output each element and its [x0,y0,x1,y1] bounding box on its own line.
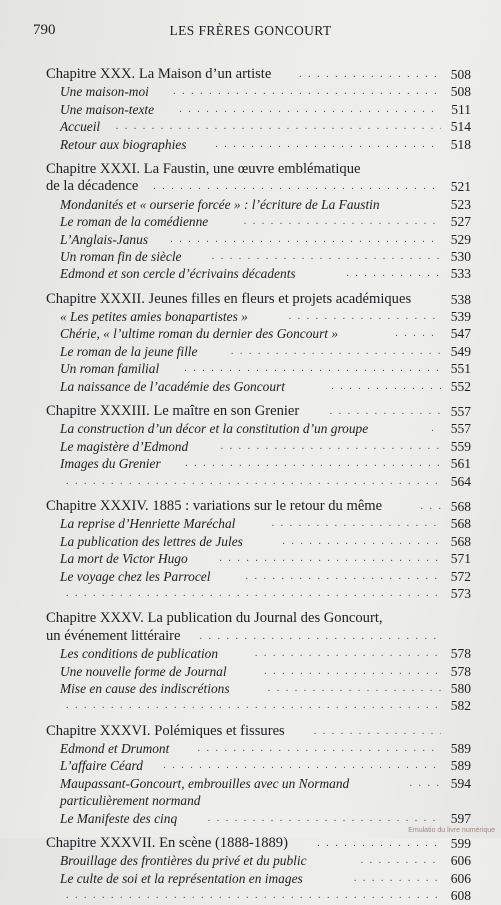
page-ref: 568 [450,516,471,532]
page-ref: 508 [450,67,471,82]
dot-leader [268,680,441,697]
toc-section-row[interactable] [0,645,501,662]
section-title: Le roman de la jeune fille [60,343,198,359]
chapter-gap [0,153,501,161]
toc-section-row[interactable] [0,118,501,135]
dot-leader [66,585,441,602]
toc-section-row[interactable] [0,378,501,395]
section-title: Le culte de soi et la représentation en images [60,870,303,886]
page-ref: 578 [450,663,471,679]
toc-section-row[interactable] [0,101,501,118]
dot-leader [409,775,441,792]
page-ref: 568 [450,498,471,514]
toc-chapter-row[interactable] [0,161,501,178]
section-title: La mort de Victor Hugo [60,551,188,567]
section-title: Mondanités et « ourserie forcée » : l’écriture de La Faustin [60,196,380,212]
toc-chapter-row[interactable] [0,610,501,627]
page-ref: 578 [450,646,471,662]
dot-leader [163,757,441,774]
page-ref: 523 [450,196,471,212]
section-title: L’affaire Céard [60,758,143,774]
dot-leader [361,852,441,869]
page-ref: 508 [450,84,471,100]
dot-leader [208,810,441,827]
toc-section-row[interactable] [0,680,501,697]
toc-chapter-row[interactable] [0,723,501,740]
page-ref: 589 [450,741,471,757]
toc-section-row[interactable] [0,550,501,567]
section-title: Le magistère d’Edmond [60,438,189,454]
dot-leader [255,645,441,662]
section-title: La reprise d’Henriette Maréchal [60,516,236,532]
dot-leader [199,628,441,645]
page-ref: 547 [450,326,471,342]
page-ref: 551 [450,361,471,377]
toc-section-row[interactable] [0,360,501,377]
page-ref: 557 [450,404,471,420]
page-ref: 533 [450,266,471,282]
chapter-gap [0,283,501,291]
toc-section-row[interactable] [0,663,501,680]
chapter-title: de la décadence [46,178,139,195]
toc-section-row[interactable] [0,533,501,550]
dot-leader [116,118,441,135]
dot-leader [66,697,441,714]
page-ref: 530 [450,248,471,264]
section-title: Un roman familial [60,361,160,377]
page-ref: 589 [450,758,471,774]
dot-leader [289,308,441,325]
section-title: La publication des lettres de Jules [60,533,243,549]
section-title: Une nouvelle forme de Journal [60,663,227,679]
toc-section-row[interactable] [0,83,501,100]
section-title: Le voyage chez les Parrocel [60,568,211,584]
toc-section-row[interactable] [0,810,501,827]
chapter-title: Chapitre XXXIV. 1885 : variations sur le retour du même [46,497,383,514]
page-ref: 568 [450,533,471,549]
page-ref: 557 [450,421,471,437]
section-title: Accueil [60,119,101,135]
chapter-gap [0,602,501,610]
page-ref: 529 [450,231,471,247]
dot-leader [231,343,441,360]
dot-leader [215,136,441,153]
toc-section-row[interactable] [0,870,501,887]
page-ref: 599 [450,836,471,852]
toc-section-row[interactable] [0,757,501,774]
page-ref: 538 [450,291,471,307]
toc-chapter-row[interactable] [0,178,501,195]
section-title: L’Anglais-Janus [60,231,149,247]
dot-leader [245,568,441,585]
section-title: Chérie, « l’ultime roman du dernier des Goncourt » [60,326,339,342]
section-title: Une maison-texte [60,101,155,117]
section-title: Le Manifeste des cinq [60,810,178,826]
toc-section-row[interactable] [0,887,501,904]
page-ref: 511 [451,101,471,117]
dot-leader [219,550,441,567]
page-ref: 521 [450,179,471,195]
dot-leader [170,231,441,248]
page-ref: 552 [450,378,471,394]
watermark: Emulatio du livre numérique [408,827,495,834]
dot-leader [153,178,441,195]
chapter-title: Chapitre XXXIII. Le maître en son Grenier [46,403,300,420]
toc-section-row[interactable] [0,585,501,602]
toc-section-row[interactable] [0,455,501,472]
toc-section-row[interactable] [0,852,501,869]
toc-section-row[interactable] [0,343,501,360]
toc-chapter-row[interactable] [0,291,501,308]
chapter-title: Chapitre XXXII. Jeunes filles en fleurs et projets académiques [46,290,412,307]
toc-section-row[interactable] [0,420,501,437]
page-ref: 561 [450,456,471,472]
dot-leader [421,498,441,515]
toc-section-row[interactable] [0,231,501,248]
dot-leader [179,101,441,118]
page-ref: 597 [450,810,471,826]
dot-leader [173,83,441,100]
page-ref: 594 [450,775,471,791]
running-header: LES FRÈRES GONCOURT [169,23,332,38]
section-title: Un roman fin de siècle [60,248,182,264]
page-ref: 606 [450,870,471,886]
dot-leader [198,740,441,757]
toc-section-row[interactable] [0,697,501,714]
page-ref: 608 [450,888,471,904]
page-ref: 573 [450,585,471,601]
chapter-title: Chapitre XXXI. La Faustin, une œuvre emblématique [46,160,361,177]
dot-leader [212,248,441,265]
section-title: particulièrement normand [60,793,201,809]
dot-leader [66,887,441,904]
toc-section-row[interactable] [0,792,501,809]
dot-leader [66,473,441,490]
dot-leader [221,438,441,455]
section-title: « Les petites amies bonapartistes » [60,309,248,325]
dot-leader [272,515,441,532]
page-ref: 527 [450,214,471,230]
page-ref: 549 [450,343,471,359]
toc-section-row[interactable] [0,265,501,282]
page-ref: 559 [450,438,471,454]
chapter-gap [0,395,501,403]
dot-leader [330,403,441,420]
dot-leader [331,378,441,395]
dot-leader [346,265,441,282]
chapter-gap [0,490,501,498]
section-title: Maupassant-Goncourt, embrouilles avec un Normand [60,775,350,791]
chapter-title: Chapitre XXXVII. En scène (1888-1889) [46,835,288,852]
page-ref: 564 [450,473,471,489]
toc-section-row[interactable] [0,438,501,455]
dot-leader [184,360,441,377]
section-title: Brouillage des frontières du privé et du public [60,853,307,869]
section-title: La naissance de l’académie des Goncourt [60,378,285,394]
toc-section-row[interactable] [0,213,501,230]
toc-chapter-row[interactable] [0,498,501,515]
page-ref: 606 [450,853,471,869]
toc-section-row[interactable] [0,775,501,792]
section-title: Les conditions de publication [60,646,219,662]
dot-leader [314,723,441,740]
toc-section-row[interactable] [0,136,501,153]
page-ref: 582 [450,698,471,714]
toc-section-row[interactable] [0,325,501,342]
dot-leader [431,420,441,437]
dot-leader [395,325,441,342]
section-title: La construction d’un décor et la constitution d’un groupe [60,421,369,437]
chapter-title: Chapitre XXX. La Maison d’un artiste [46,66,272,82]
page-ref: 580 [450,680,471,696]
page-ref: 572 [450,568,471,584]
chapter-title: Chapitre XXXVI. Polémiques et fissures [46,722,285,739]
dot-leader [299,66,441,83]
toc-section-row[interactable] [0,568,501,585]
toc-section-row[interactable] [0,515,501,532]
dot-leader [264,663,441,680]
toc-section-row[interactable] [0,740,501,757]
toc-section-row[interactable] [0,308,501,325]
chapter-title: un événement littéraire [46,627,181,644]
section-title: Une maison-moi [60,84,149,100]
dot-leader [282,533,441,550]
section-title: Retour aux biographies [60,136,187,152]
dot-leader [185,455,441,472]
dot-leader [354,870,441,887]
toc-chapter-row[interactable] [0,66,501,83]
section-title: Images du Grenier [60,456,161,472]
toc-section-row[interactable] [0,248,501,265]
page-ref: 514 [450,119,471,135]
page-number: 790 [33,22,56,38]
toc-section-row[interactable] [0,473,501,490]
table-of-contents [0,66,501,905]
toc-chapter-row[interactable] [0,403,501,420]
dot-leader [244,213,441,230]
toc-section-row[interactable] [0,196,501,213]
chapter-gap [0,715,501,723]
page-ref: 518 [450,136,471,152]
chapter-title: Chapitre XXXV. La publication du Journal des Goncourt, [46,610,383,627]
page-ref: 539 [450,309,471,325]
section-title: Mise en cause des indiscrétions [60,680,230,696]
section-title: Le roman de la comédienne [60,214,209,230]
page-ref: 571 [450,551,471,567]
section-title: Edmond et son cercle d’écrivains décadents [60,266,296,282]
toc-chapter-row[interactable] [0,628,501,645]
section-title: Edmond et Drumont [60,741,170,757]
